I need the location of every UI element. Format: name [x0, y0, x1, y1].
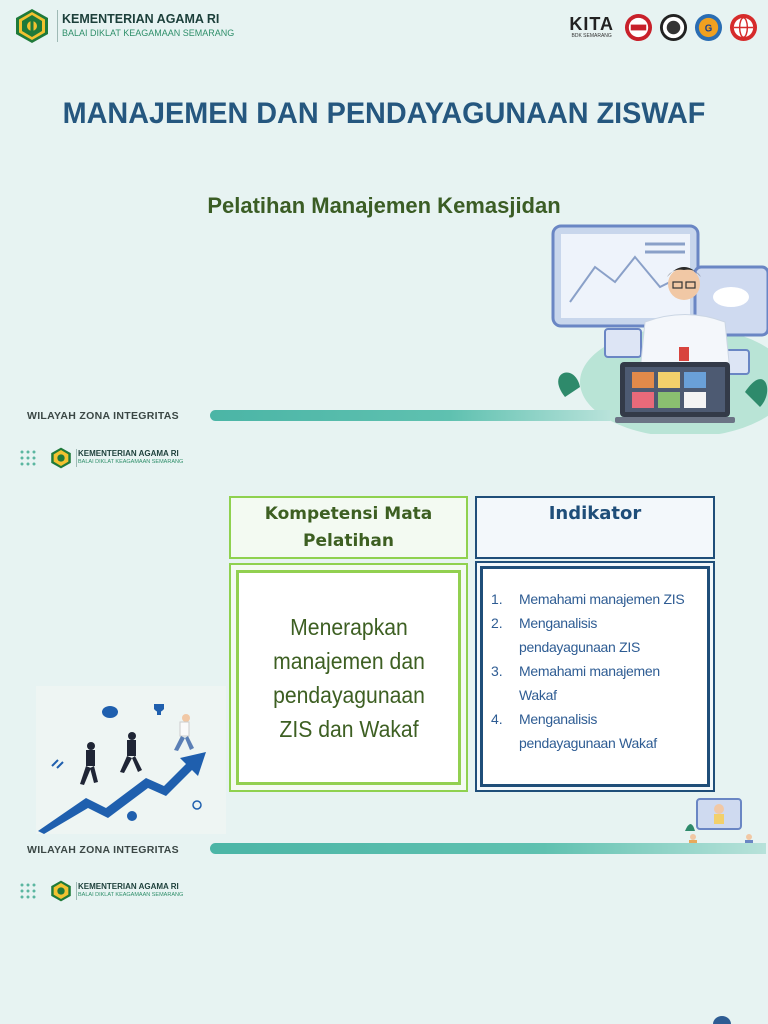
- svg-text:G: G: [704, 22, 713, 34]
- indikator-item: [491, 587, 697, 611]
- partner-logo-red-icon: [624, 13, 653, 42]
- subtitle-text: Pelatihan Manajemen Kemasjidan: [207, 193, 561, 218]
- partner-logo-gold-icon: [694, 13, 723, 42]
- slide-title: [0, 0, 768, 440]
- partner-logo-dark-icon: [659, 13, 688, 42]
- footer-accent-line: [210, 410, 610, 421]
- org-name: KEMENTERIAN AGAMA RI: [62, 12, 220, 26]
- partner-logo-globe-icon: [729, 13, 758, 42]
- kompetensi-box: [229, 563, 468, 792]
- partner-logos: [569, 10, 758, 44]
- dots-icon: [20, 883, 36, 899]
- indikator-item: [491, 659, 697, 707]
- page-subtitle: [0, 193, 768, 219]
- mini-header-bottom: [20, 880, 240, 902]
- mini-divider: [76, 449, 77, 467]
- indikator-header: Indikator: [475, 496, 715, 559]
- mini-org-name: KEMENTERIAN AGAMA RI: [78, 882, 179, 891]
- indikator-line: Wakaf: [519, 687, 557, 703]
- footer-zona-integritas: WILAYAH ZONA INTEGRITAS: [27, 844, 179, 856]
- indikator-box: [475, 561, 715, 792]
- indikator-item: [491, 707, 697, 755]
- indikator-text: [519, 587, 697, 611]
- kemenag-logo-small: [50, 880, 72, 902]
- org-subname: BALAI DIKLAT KEAGAMAAN SEMARANG: [62, 28, 235, 38]
- kita-text: KITA: [569, 14, 614, 34]
- indikator-number: 1.: [491, 591, 503, 607]
- mini-org-subname: BALAI DIKLAT KEAGAMAAN SEMARANG: [78, 892, 184, 898]
- indikator-line: pendayagunaan Wakaf: [519, 735, 657, 751]
- indikator-number: 3.: [491, 663, 503, 679]
- dots-icon: [20, 450, 36, 466]
- page-title: MANAJEMEN DAN PENDAYAGUNAAN ZISWAF: [62, 97, 706, 130]
- corner-decoration-icon: [710, 1014, 734, 1024]
- indikator-number: 2.: [491, 615, 503, 631]
- indikator-item: [491, 611, 697, 659]
- footer-accent-line: [210, 843, 766, 854]
- indikator-text: [519, 707, 697, 755]
- slide-kompetensi: [0, 440, 768, 1024]
- indikator-line: Menganalisis: [519, 711, 598, 727]
- indikator-number: 4.: [491, 711, 503, 727]
- indikator-line: pendayagunaan ZIS: [519, 639, 641, 655]
- indikator-list: [480, 566, 710, 787]
- indikator-line: Menganalisis: [519, 615, 598, 631]
- header-divider: [57, 10, 58, 42]
- indikator-line: Memahami manajemen: [519, 663, 660, 679]
- mini-divider: [76, 882, 77, 900]
- kompetensi-header: Kompetensi Mata Pelatihan: [229, 496, 468, 559]
- kemenag-logo: [14, 8, 50, 44]
- indikator-line: Memahami manajemen ZIS: [519, 591, 685, 607]
- indikator-text: [519, 659, 697, 707]
- presenter-illustration: [535, 222, 768, 434]
- footer-zona-integritas: WILAYAH ZONA INTEGRITAS: [27, 410, 179, 422]
- mini-org-subname: BALAI DIKLAT KEAGAMAAN SEMARANG: [78, 459, 184, 465]
- growth-illustration: [36, 686, 226, 834]
- kompetensi-text: Menerapkan manajemen dan pendayagunaan ZIS dan Wakaf: [272, 613, 425, 742]
- kompetensi-inner: [236, 570, 461, 785]
- mini-org-name: KEMENTERIAN AGAMA RI: [78, 449, 179, 458]
- indikator-text: [519, 611, 697, 659]
- kita-subtext: BDK SEMARANG: [571, 33, 612, 39]
- kita-logo: [569, 15, 614, 39]
- kemenag-logo-small: [50, 447, 72, 469]
- mini-header-top: [20, 447, 240, 469]
